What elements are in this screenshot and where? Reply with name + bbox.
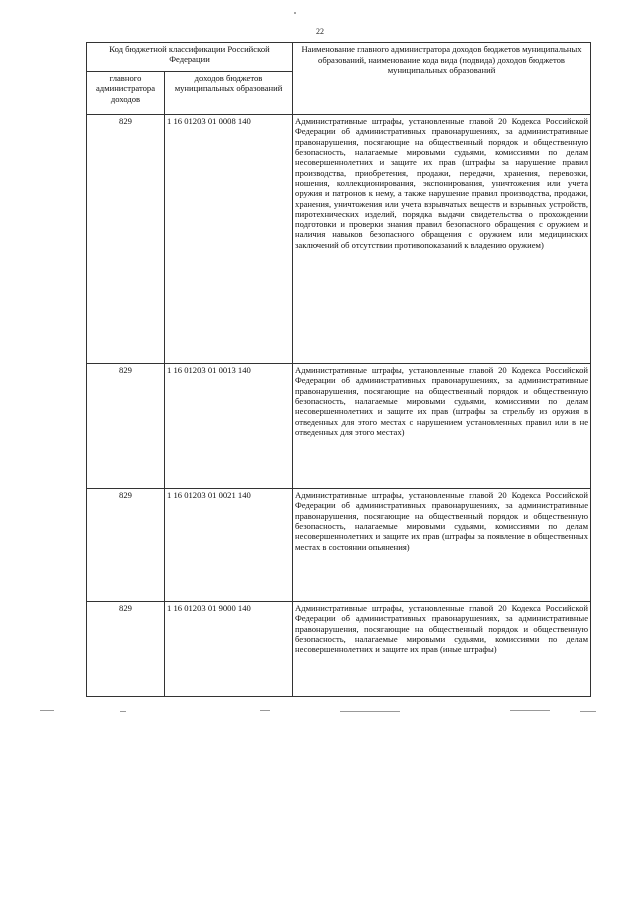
page-number: 22 (316, 27, 324, 36)
admin-code-cell: 829 (87, 364, 165, 489)
table-row (87, 489, 591, 602)
income-code-cell: 1 16 01203 01 0013 140 (165, 364, 293, 489)
scan-artifacts (40, 708, 600, 714)
table-header-row (87, 43, 591, 72)
income-code-cell: 1 16 01203 01 0008 140 (165, 115, 293, 364)
admin-code-cell: 829 (87, 115, 165, 364)
scan-mark (40, 710, 54, 711)
scan-mark (580, 711, 596, 712)
table-row (87, 364, 591, 489)
description-cell: Административные штрафы, установленные главой 20 Кодекса Российской Федерации об административных правонарушениях, за административные правонарушения, посягающие на общественный порядок и общественную безопасность, налагаемые мировыми судьями, комиссиями по делам несовершеннолетних и защите их прав (штрафы за появление в общественных местах в состоянии опьянения) (293, 489, 591, 602)
description-cell: Административные штрафы, установленные главой 20 Кодекса Российской Федерации об административных правонарушениях, за административные правонарушения, посягающие на общественный порядок и общественную безопасность, налагаемые мировыми судьями, комиссиями по делам несовершеннолетних и защите их прав (штрафы за стрельбу из оружия в отведенных для этого местах с нарушением установленных правил или в не отведенных для этого местах) (293, 364, 591, 489)
description-cell: Административные штрафы, установленные главой 20 Кодекса Российской Федерации об административных правонарушениях, за административные правонарушения, посягающие на общественный порядок и общественную безопасность, налагаемые мировыми судьями, комиссиями по делам несовершеннолетних и защите их прав (иные штрафы) (293, 602, 591, 697)
income-code-cell: 1 16 01203 01 0021 140 (165, 489, 293, 602)
description-cell: Административные штрафы, установленные главой 20 Кодекса Российской Федерации об административных правонарушениях, за административные правонарушения, посягающие на общественный порядок и общественную безопасность, налагаемые мировыми судьями, комиссиями по делам несовершеннолетних и защите их прав (штрафы за нарушение правил производства, приобретения, продажи, передачи, хранения, перевозки, ношения, коллекционирования, экспонирования, уничтожения или учета оружия и патронов к нему, а также нарушение правил производства, продажи, хранения, уничтожения или учета взрывчатых веществ и взрывных устройств, пиротехнических изделий, порядка выдачи свидетельства о прохождении подготовки и проверки знания правил безопасного обращения с оружием и наличия навыков безопасного обращения с оружием или медицинских заключений об отсутствии противопоказаний к владению оружием) (293, 115, 591, 364)
table-row (87, 115, 591, 364)
table-row (87, 602, 591, 697)
scan-speck (294, 12, 296, 14)
header-kbk: Код бюджетной классификации Российской Федерации (87, 43, 293, 72)
income-code-cell: 1 16 01203 01 9000 140 (165, 602, 293, 697)
header-name: Наименование главного администратора доходов бюджетов муниципальных образований, наименование кода вида (подвида) доходов бюджетов муниципальных образований (293, 43, 591, 115)
admin-code-cell: 829 (87, 602, 165, 697)
subheader-admin: главного администратора доходов (87, 72, 165, 115)
budget-classification-table (86, 42, 591, 697)
scan-mark (260, 710, 270, 711)
scan-mark (340, 711, 400, 712)
subheader-income: доходов бюджетов муниципальных образований (165, 72, 293, 115)
admin-code-cell: 829 (87, 489, 165, 602)
scan-mark (120, 711, 126, 712)
scan-mark (510, 710, 550, 711)
